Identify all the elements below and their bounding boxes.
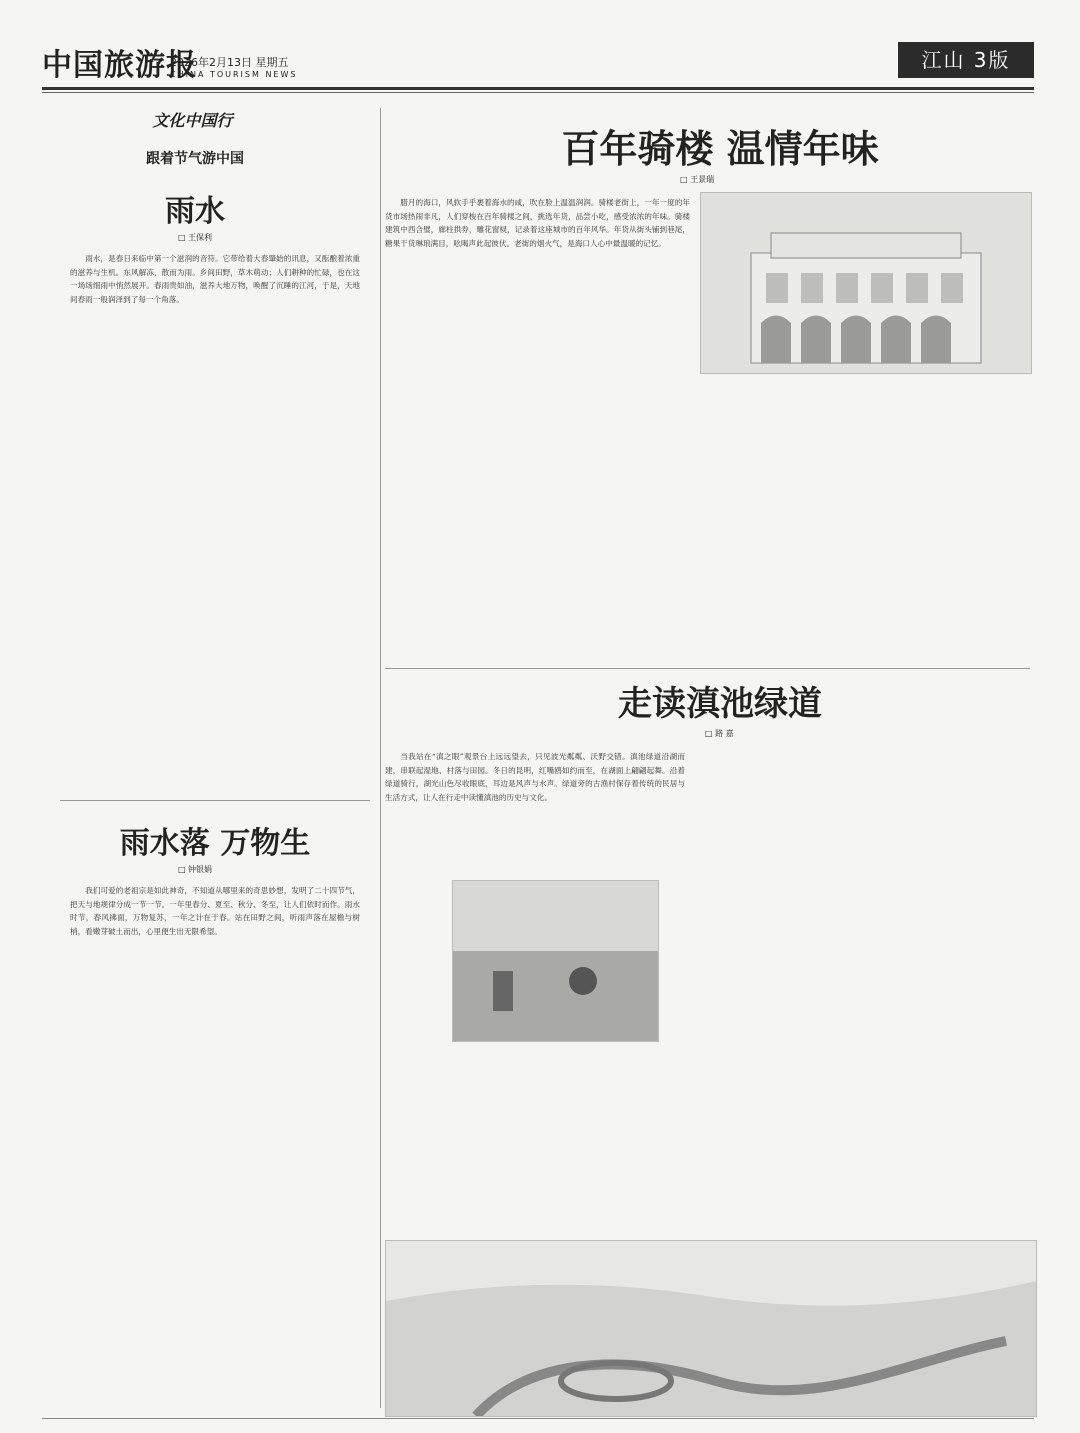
- feature2-byline: □ 路 嘉: [705, 729, 734, 738]
- header-rule: [42, 87, 1034, 90]
- article2-title: 雨水落 万物生: [119, 826, 311, 861]
- column-banner: 文化中国行: [152, 111, 233, 130]
- newspaper-english-name: CHINA TOURISM NEWS: [170, 70, 298, 79]
- newspaper-logo: 中国旅游报: [42, 48, 197, 83]
- arcade-building-illustration: [700, 192, 1032, 374]
- feature2-title: 走读滇池绿道: [618, 684, 822, 724]
- column-divider: [380, 108, 381, 1408]
- feature1-body: 腊月的海口，风软手乎裹着海水的咸，吹在脸上温温润润。骑楼老街上，一年一度的年货市场热闹非凡，人们穿梭在百年骑楼之间，挑选年货，品尝小吃，感受浓浓的年味。骑楼建筑中西合璧，廊柱拱券，雕花窗棂，记录着这座城市的百年风华。年货从街头铺到巷尾，糖果干货琳琅满目，吆喝声此起彼伏。老街的烟火气，是海口人心中最温暖的记忆。: [385, 198, 690, 248]
- feature1-byline: □ 王景瑞: [680, 175, 715, 184]
- article1-body: 雨水，是春日来临中第一个滋润的音符。它带给着大春肇始的讯息，又酝酿着浓重的滋养与生机。东风解冻，散而为雨。乡间田野，草木萌动；人们耕种的忙碌，也在这一场场细雨中悄然展开。春雨贵如油，滋养大地万物，唤醒了沉睡的江河，于是，天地间春雨一般润泽到了每一个角落。: [70, 254, 360, 304]
- footer-rule: [42, 1418, 1034, 1419]
- lake-greenway-illustration: [385, 1240, 1037, 1417]
- issue-date: 2026年2月13日 星期五: [170, 56, 289, 69]
- feature2-body: 当我站在“滇之眼”观景台上远远望去，只见波光粼粼、沃野交错。滇池绿道沿湖而建，串联起湿地、村落与田园。冬日的昆明，红嘴鸥如约而至，在湖面上翩翩起舞。沿着绿道骑行，湖光山色尽收眼底，耳边是风声与水声。绿道旁的古渔村保存着传统的民居与生活方式，让人在行走中读懂滇池的历史与文化。: [385, 752, 685, 802]
- article2-byline: □ 钟银娟: [177, 865, 213, 874]
- column-subtitle: 跟着节气游中国: [146, 151, 244, 167]
- greenway-photo: [452, 880, 659, 1042]
- article1-title: 雨水: [165, 194, 225, 229]
- sidebar-divider: [60, 800, 370, 801]
- section-label: 江山 3版: [898, 42, 1034, 78]
- feature-divider: [385, 668, 1030, 669]
- feature1-title: 百年骑楼 温情年味: [561, 126, 879, 171]
- feature1-body-cont: [700, 378, 1030, 658]
- article1-byline: □ 王保利: [177, 233, 213, 242]
- article2-body: 我们可爱的老祖宗是如此神奇，不知道从哪里来的奇思妙想，发明了二十四节气，把天与地规律分成一节一节。一年里春分、夏至、秋分、冬至，让人们依时而作。雨水时节，春风拂面，万物复苏，一年之计在于春。站在田野之间，听雨声落在屋檐与树梢，看嫩芽破土而出，心里便生出无限希望。: [70, 886, 360, 936]
- header-rule-thin: [42, 92, 1034, 93]
